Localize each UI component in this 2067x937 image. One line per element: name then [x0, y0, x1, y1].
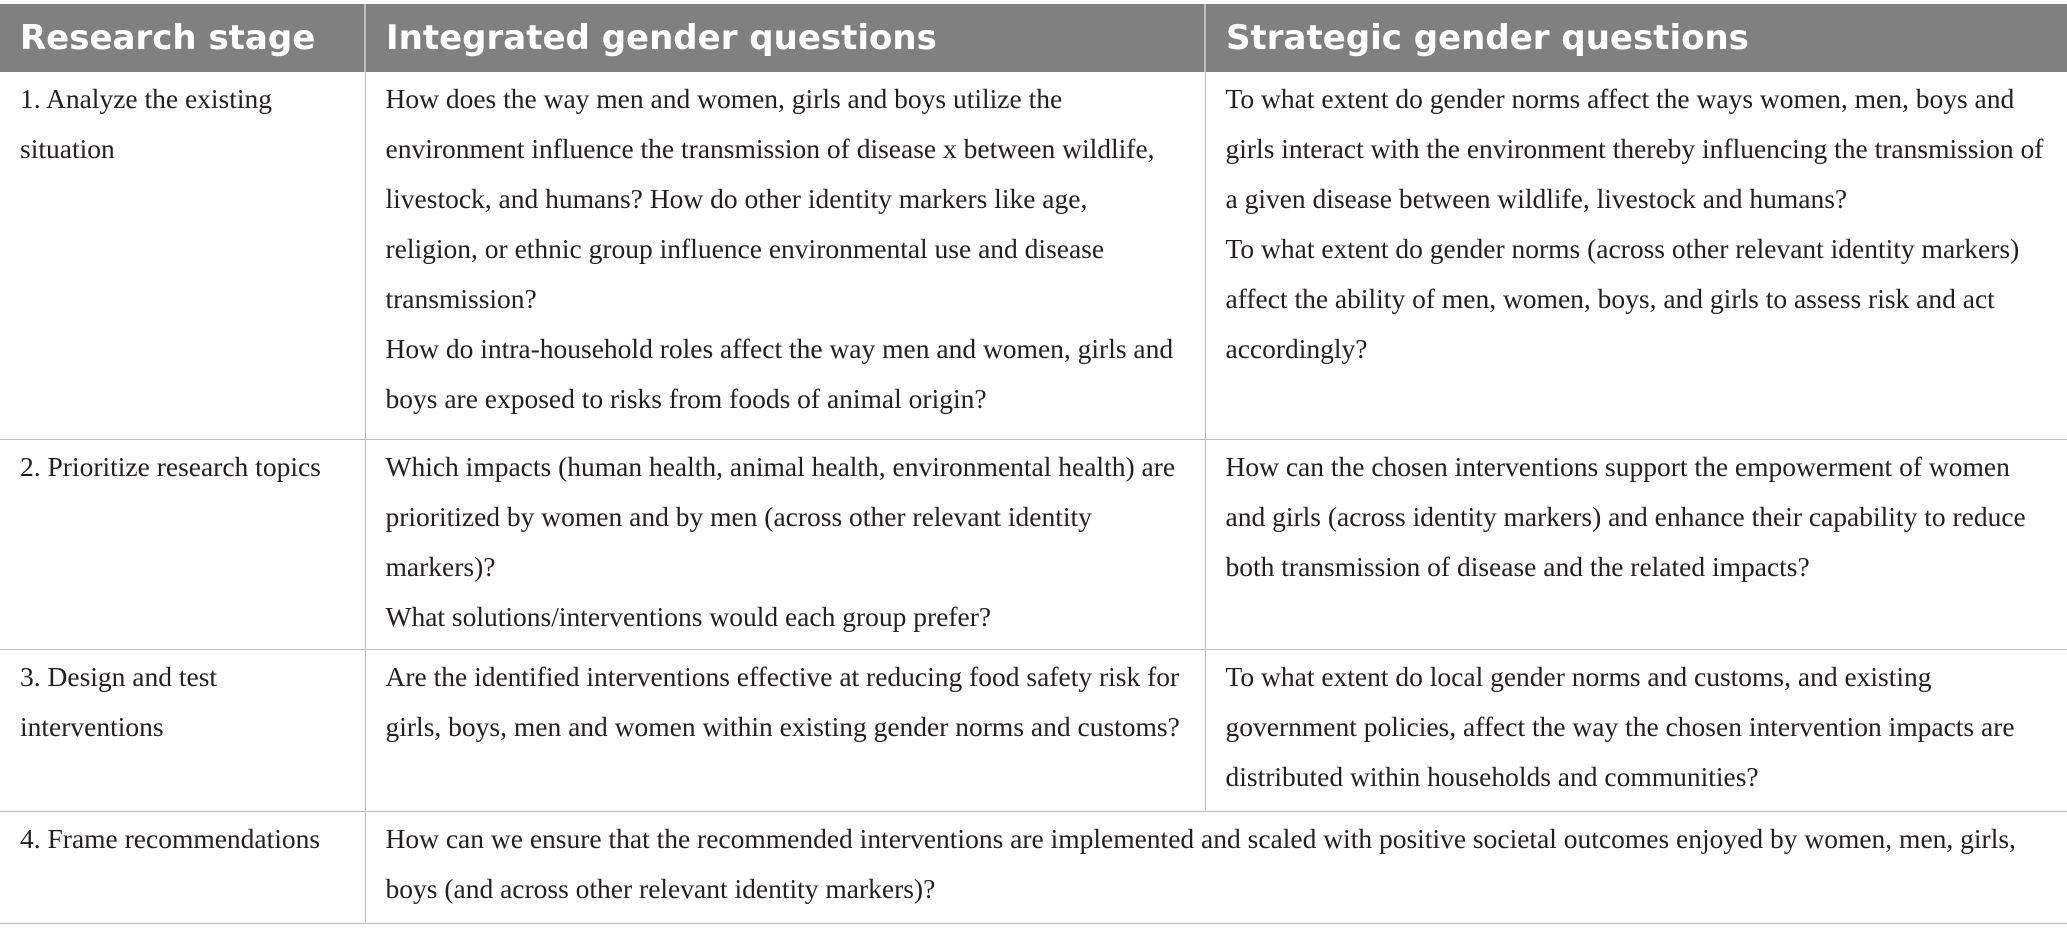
header-row [0, 4, 2067, 72]
header-research-stage: Research stage [0, 4, 365, 72]
integrated-question: Which impacts (human health, animal health, environmental health) are prioritized by women and by men (across other relevant identity markers)? [385, 450, 1176, 582]
strategic-question: To what extent do local gender norms and customs, and existing government policies, affect the way the chosen intervention impacts are distributed within households and communities? [1225, 660, 2015, 792]
integrated-question: How does the way men and women, girls and boys utilize the environment influence the transmission of disease x between wildlife, livestock, and humans? How do other identity markers like age, religion, or ethnic group influence environmental use and disease transmission? [385, 83, 1155, 314]
integrated-question: How do intra-household roles affect the way men and women, girls and boys are exposed to risks from foods of animal origin? [385, 333, 1174, 414]
table-row [0, 811, 2067, 923]
table-header [0, 4, 2067, 72]
table-row [0, 439, 2067, 649]
stage-cell: 4. Frame recommendations [0, 811, 365, 923]
stage-cell: 2. Prioritize research topics [0, 439, 365, 649]
table-row [0, 649, 2067, 811]
header-strategic-gender-questions: Strategic gender questions [1205, 4, 2067, 72]
stage-cell: 1. Analyze the existing situation [0, 72, 365, 439]
integrated-questions-cell [365, 72, 1205, 439]
strategic-question: How can the chosen interventions support the empowerment of women and girls (across identity markers) and enhance their capability to reduce both transmission of disease and the related impacts? [1225, 450, 2026, 582]
integrated-question: Are the identified interventions effective at reducing food safety risk for girls, boys, men and women within existing gender norms and customs? [385, 660, 1180, 742]
strategic-questions-cell [1205, 72, 2067, 439]
table-body [0, 72, 2067, 923]
combined-questions-cell: How can we ensure that the recommended interventions are implemented and scaled with positive societal outcomes enjoyed by women, men, girls, boys (and across other relevant identity markers)? [365, 811, 2067, 923]
strategic-question: To what extent do gender norms (across other relevant identity markers) affect the ability of men, women, boys, and girls to assess risk and act accordingly? [1225, 233, 2020, 364]
integrated-question: What solutions/interventions would each group prefer? [385, 600, 992, 632]
strategic-question: To what extent do gender norms affect the ways women, men, boys and girls interact with the environment thereby influencing the transmission of a given disease between wildlife, livestock and humans? [1225, 83, 2044, 214]
stage-cell: 3. Design and test interventions [0, 649, 365, 811]
strategic-questions-cell [1205, 439, 2067, 649]
header-integrated-gender-questions: Integrated gender questions [365, 4, 1205, 72]
research-stages-table [0, 4, 2067, 924]
integrated-questions-cell [365, 649, 1205, 811]
integrated-questions-cell [365, 439, 1205, 649]
table-row [0, 72, 2067, 439]
strategic-questions-cell [1205, 649, 2067, 811]
